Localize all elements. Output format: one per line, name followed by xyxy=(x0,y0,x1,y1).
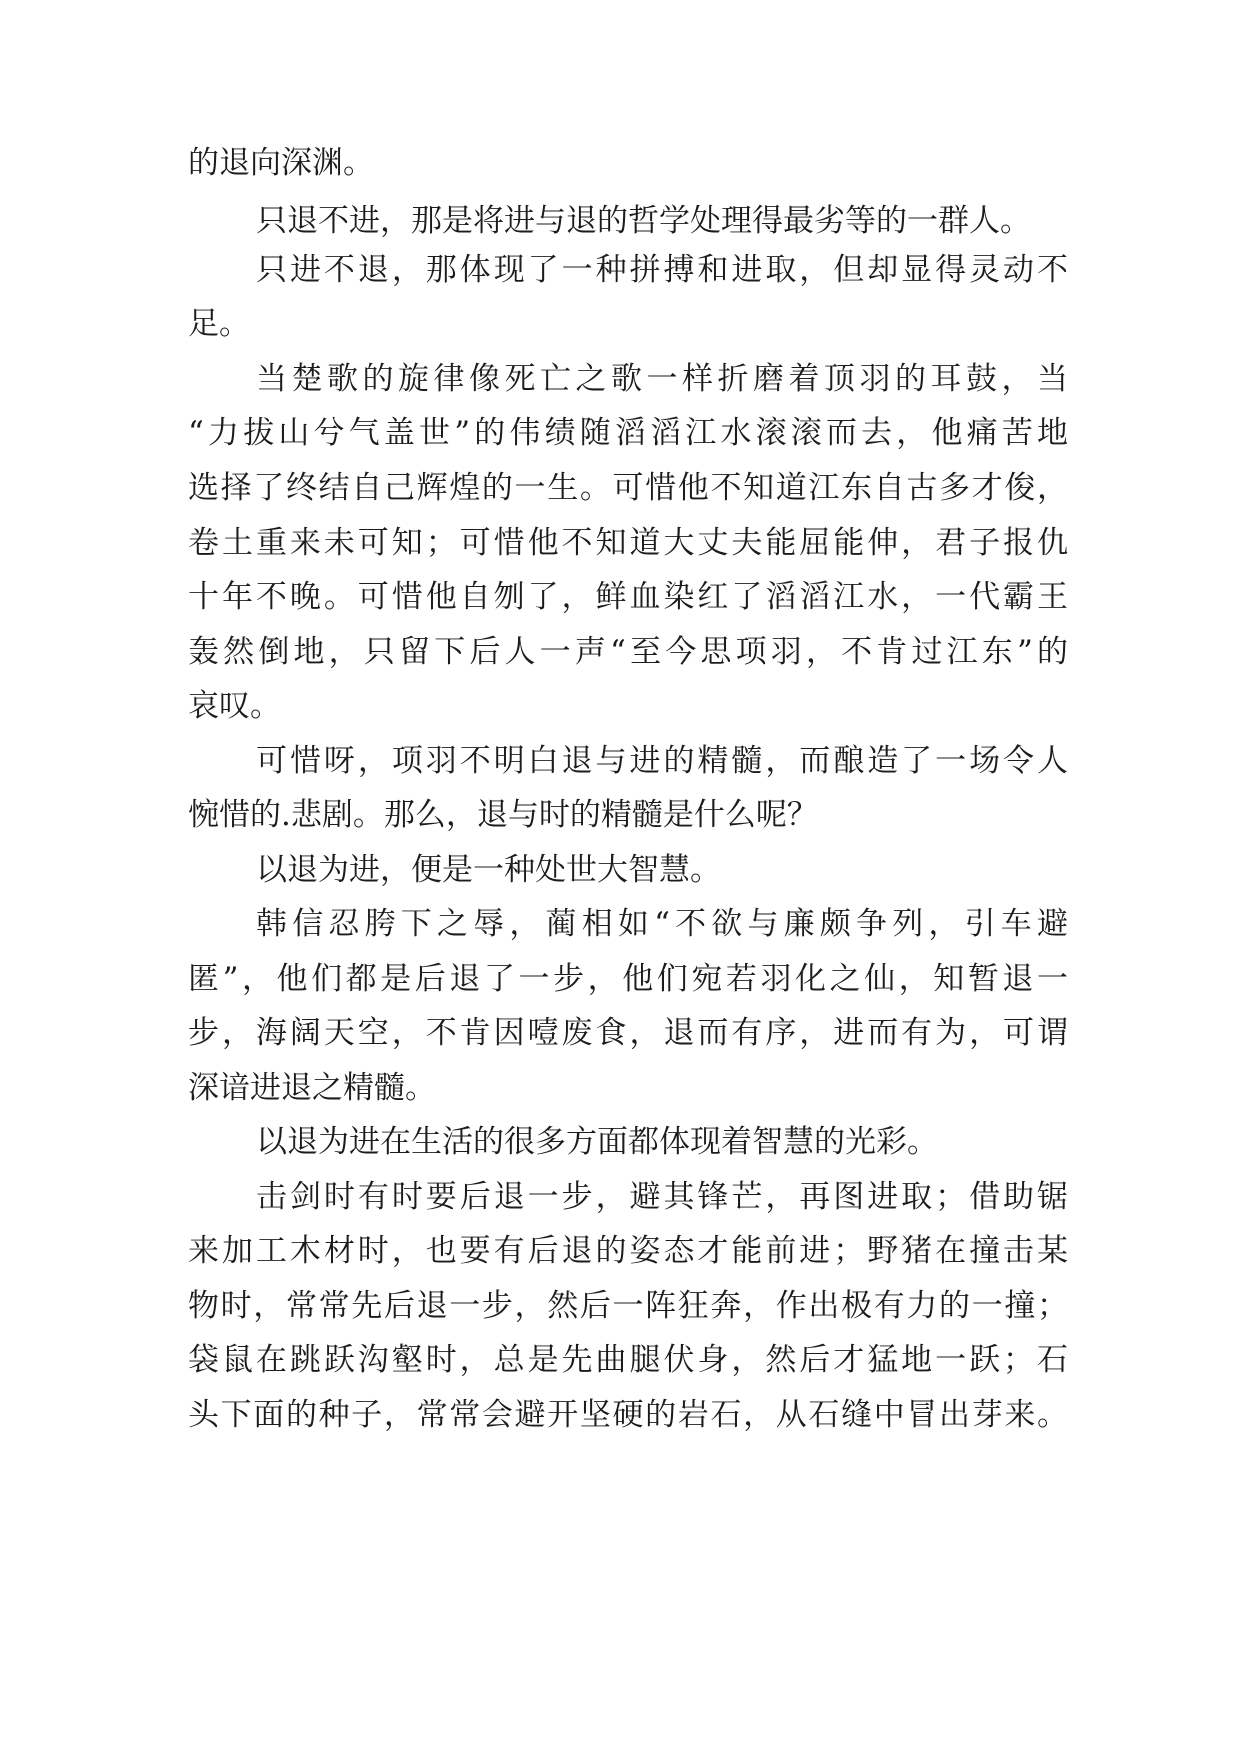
text-line: 哀叹。 xyxy=(188,688,281,724)
text-line: 击剑时有时要后退一步，避其锋芒，再图进取；借助锯 xyxy=(256,1179,1068,1215)
text-line: 袋鼠在跳跃沟壑时，总是先曲腿伏身，然后才猛地一跃；石 xyxy=(188,1342,1068,1378)
text-line: 卷土重来未可知；可惜他不知道大丈夫能屈能伸，君子报仇 xyxy=(188,525,1068,561)
text-line: 深谙进退之精髓。 xyxy=(188,1070,436,1106)
text-line: 可惜呀，项羽不明白退与进的精髓，而酿造了一场令人 xyxy=(256,743,1068,779)
text-line: 以退为进在生活的很多方面都体现着智慧的光彩。 xyxy=(256,1124,938,1160)
text-line: 的退向深渊。 xyxy=(188,145,374,181)
text-line: 只进不退，那体现了一种拼搏和进取，但却显得灵动不 xyxy=(256,252,1068,288)
text-line: 来加工木材时，也要有后退的姿态才能前进；野猪在撞击某 xyxy=(188,1233,1068,1269)
text-line: 只退不进，那是将进与退的哲学处理得最劣等的一群人。 xyxy=(256,203,1031,239)
text-line: 当楚歌的旋律像死亡之歌一样折磨着顶羽的耳鼓，当 xyxy=(256,361,1068,397)
text-line: 轰然倒地，只留下后人一声“至今思项羽，不肯过江东”的 xyxy=(188,634,1068,670)
text-line: 惋惜的.悲剧。那么，退与时的精髓是什么呢？ xyxy=(188,797,818,833)
text-line: 步，海阔天空，不肯因噎废食，退而有序，进而有为，可谓 xyxy=(188,1015,1068,1051)
text-line: 头下面的种子，常常会避开坚硬的岩石，从石缝中冒出芽来。 xyxy=(188,1397,1068,1433)
text-line: 十年不晚。可惜他自刎了，鲜血染红了滔滔江水，一代霸王 xyxy=(188,579,1068,615)
text-line: 物时，常常先后退一步，然后一阵狂奔，作出极有力的一撞； xyxy=(188,1288,1068,1324)
text-line: “力拔山兮气盖世”的伟绩随滔滔江水滚滚而去，他痛苦地 xyxy=(188,415,1068,451)
text-line: 韩信忍胯下之辱，蔺相如“不欲与廉颇争列，引车避 xyxy=(256,906,1068,942)
text-line: 选择了终结自己辉煌的一生。可惜他不知道江东自古多才俊， xyxy=(188,470,1068,506)
text-line: 以退为进，便是一种处世大智慧。 xyxy=(256,852,721,888)
text-line: 足。 xyxy=(188,306,250,342)
text-line: 匿”，他们都是后退了一步，他们宛若羽化之仙，知暂退一 xyxy=(188,961,1068,997)
